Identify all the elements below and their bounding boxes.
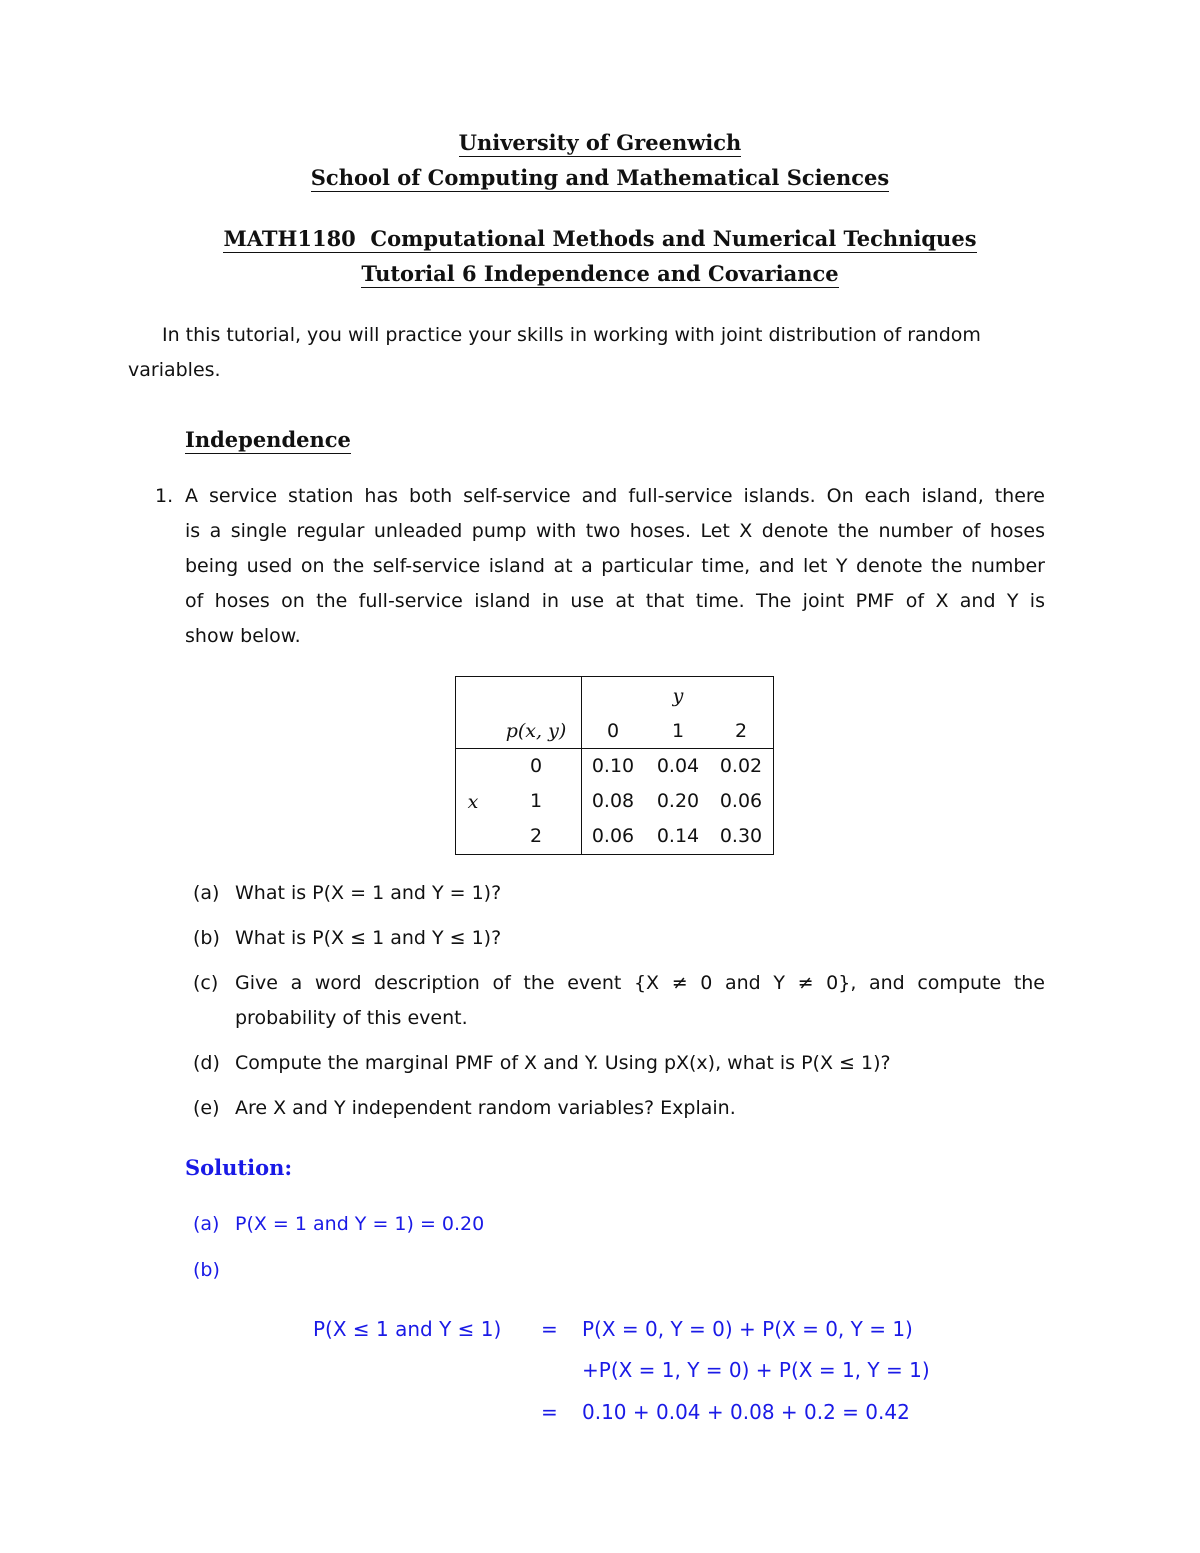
solution-a-label: (a)	[193, 1213, 220, 1235]
part-label: (a)	[193, 882, 220, 904]
part-text: Are X and Y independent random variables? Explain.	[235, 1097, 736, 1119]
table-cell: 0.30	[719, 825, 763, 847]
part-label: (e)	[193, 1097, 220, 1119]
table-cell: 0.10	[591, 755, 635, 777]
equation-line-2: +P(X = 1, Y = 0) + P(X = 1, Y = 1)	[582, 1358, 930, 1382]
part-label: (c)	[193, 972, 219, 994]
question-line-2: is a single regular unleaded pump with two hoses. Let X denote the number of hoses	[185, 520, 1045, 542]
row-header: 2	[529, 825, 543, 847]
question-line-1: A service station has both self-service and full-service islands. On each island, there	[185, 485, 1045, 507]
solution-title: Solution:	[185, 1155, 293, 1180]
col-header: 0	[606, 720, 620, 742]
question-line-3: being used on the self-service island at a particular time, and let Y denote the number	[185, 555, 1045, 577]
part-text: What is P(X ≤ 1 and Y ≤ 1)?	[235, 927, 502, 949]
intro-line-2: variables.	[128, 359, 221, 381]
table-cell: 0.20	[656, 790, 700, 812]
section-heading: Independence	[185, 427, 351, 452]
university-title: University of Greenwich	[458, 130, 742, 155]
course-title: MATH1180 Computational Methods and Numerical Techniques	[223, 226, 977, 251]
table-cell: 0.06	[591, 825, 635, 847]
part-text-continued: probability of this event.	[235, 1007, 468, 1029]
part-text: What is P(X = 1 and Y = 1)?	[235, 882, 502, 904]
equation-lhs: P(X ≤ 1 and Y ≤ 1)	[313, 1317, 502, 1341]
table-cell: 0.14	[656, 825, 700, 847]
intro-line-1: In this tutorial, you will practice your skills in working with joint distribution of random	[162, 324, 981, 346]
part-text: Compute the marginal PMF of X and Y. Using pX(x), what is P(X ≤ 1)?	[235, 1052, 891, 1074]
question-line-4: of hoses on the full-service island in use at that time. The joint PMF of X and Y is	[185, 590, 1045, 612]
table-cell: 0.04	[656, 755, 700, 777]
question-number: 1.	[155, 485, 174, 507]
part-label: (b)	[193, 927, 220, 949]
question-line-5: show below.	[185, 625, 301, 647]
corner-label: p(x, y)	[505, 720, 567, 742]
equation-line-1: P(X = 0, Y = 0) + P(X = 0, Y = 1)	[582, 1317, 913, 1341]
col-variable-label: y	[672, 685, 684, 707]
school-title: School of Computing and Mathematical Sciences	[310, 165, 890, 190]
row-header: 0	[529, 755, 543, 777]
equation-equals: =	[541, 1400, 558, 1424]
part-label: (d)	[193, 1052, 220, 1074]
joint-pmf-table	[455, 676, 774, 855]
tutorial-title: Tutorial 6 Independence and Covariance	[361, 261, 839, 286]
solution-b-label: (b)	[193, 1259, 220, 1281]
table-cell: 0.06	[719, 790, 763, 812]
col-header: 2	[734, 720, 748, 742]
row-header: 1	[529, 790, 543, 812]
equation-line-3: 0.10 + 0.04 + 0.08 + 0.2 = 0.42	[582, 1400, 910, 1424]
equation-equals: =	[541, 1317, 558, 1341]
col-header: 1	[671, 720, 685, 742]
table-cell: 0.08	[591, 790, 635, 812]
part-text: Give a word description of the event {X ≠ 0 and Y ≠ 0}, and compute the	[235, 972, 1045, 994]
table-cell: 0.02	[719, 755, 763, 777]
row-variable-label: x	[467, 791, 479, 813]
solution-a-text: P(X = 1 and Y = 1) = 0.20	[235, 1213, 485, 1235]
